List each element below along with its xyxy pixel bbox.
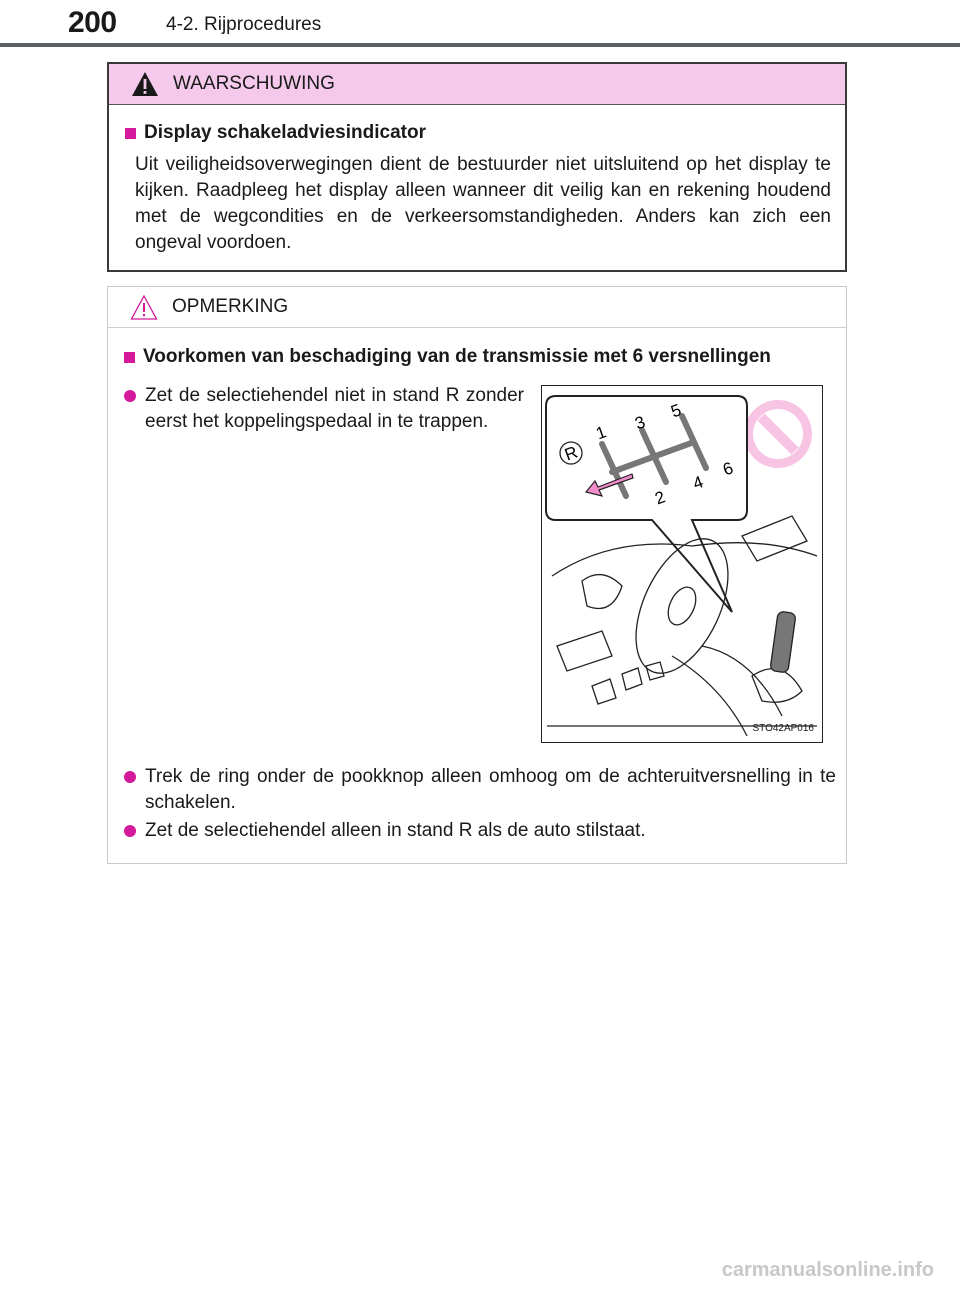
gear-label-1: 1 (593, 422, 609, 444)
bullet-text: Zet de selectiehendel niet in stand R zonder eerst het koppelingspedaal in te trappen. (145, 385, 524, 432)
list-item (124, 383, 524, 435)
note-header (108, 287, 846, 328)
warning-section-title-text: Display schakeladviesindicator (144, 122, 426, 143)
figure-label: STO42AP016 (752, 723, 814, 734)
bullet-text: Trek de ring onder de pookknop alleen omhoog om de achteruitversnelling in te schakelen. (145, 766, 836, 813)
chapter-title: 4-2. Rijprocedures (166, 14, 322, 35)
page-number: 200 (68, 6, 117, 39)
gear-label-4: 4 (690, 472, 706, 494)
note-section-title-text: Voorkomen van beschadiging van de transmissie met 6 versnellingen (143, 346, 771, 367)
warning-header (109, 64, 845, 105)
bullet-text: Zet de selectiehendel alleen in stand R als de auto stilstaat. (145, 820, 646, 841)
square-bullet-icon (124, 352, 135, 363)
gear-label-5: 5 (668, 400, 684, 422)
square-bullet-icon (125, 128, 136, 139)
list-item (124, 818, 836, 844)
gear-label-r: R (562, 442, 581, 465)
bullet-dot-icon (124, 390, 136, 402)
prohibition-icon (744, 400, 812, 468)
header-rule (0, 43, 960, 47)
list-item (124, 764, 836, 816)
warning-title: WAARSCHUWING (173, 73, 335, 94)
warning-box (107, 62, 847, 272)
watermark: carmanualsonline.info (721, 1259, 934, 1281)
gear-label-2: 2 (652, 487, 668, 509)
bullet-dot-icon (124, 825, 136, 837)
note-box (107, 286, 847, 864)
caution-triangle-icon (130, 294, 158, 320)
bullet-dot-icon (124, 771, 136, 783)
warning-section-title (125, 122, 426, 144)
note-section-title (124, 346, 771, 368)
note-title: OPMERKING (172, 296, 289, 317)
gear-label-6: 6 (720, 458, 736, 480)
warning-text: Uit veiligheidsoverwegingen dient de bestuurder niet uitsluitend op het display te kijken. Raadpleeg het display alleen wanneer dit veilig kan en rekening houdend met de wegcondities en de verkeersomstandigheden. Anders kan zich een ongeval voordoen. (135, 154, 831, 253)
gear-shift-illustration (541, 385, 823, 743)
warning-triangle-icon (131, 71, 159, 97)
gear-label-3: 3 (632, 412, 648, 434)
